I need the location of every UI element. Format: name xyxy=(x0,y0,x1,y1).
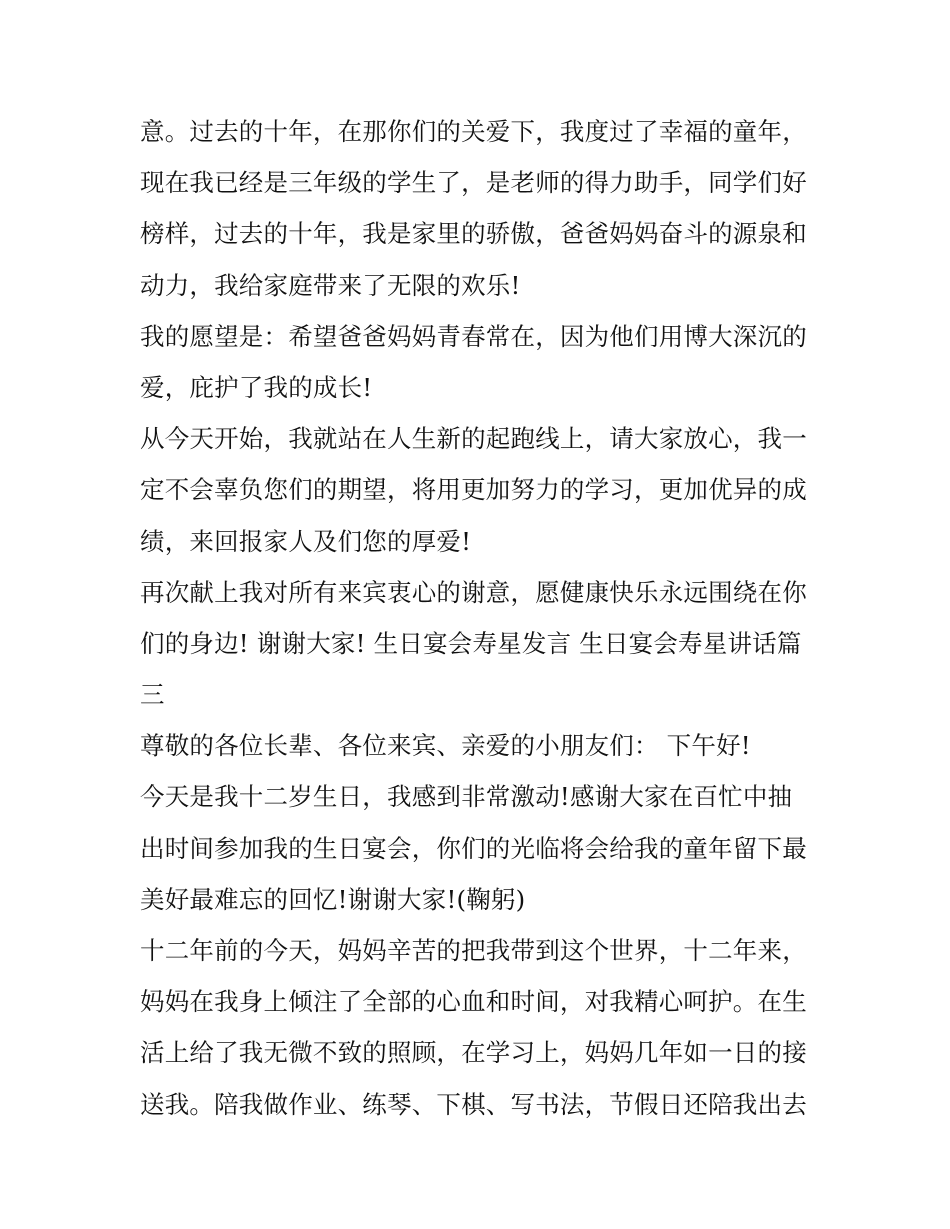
text-line: 定不会辜负您们的期望，将用更加努力的学习，更加优异的成 xyxy=(140,475,807,505)
text-line: 动力，我给家庭带来了无限的欢乐! xyxy=(140,270,521,300)
text-line: 榜样，过去的十年，我是家里的骄傲，爸爸妈妈奋斗的源泉和 xyxy=(140,219,807,249)
text-line: 绩，来回报家人及们您的厚爱! xyxy=(140,526,472,556)
text-line: 妈妈在我身上倾注了全部的心血和时间，对我精心呵护。在生 xyxy=(140,987,807,1017)
text-line: 现在我已经是三年级的学生了，是老师的得力助手，同学们好 xyxy=(140,168,807,198)
text-line: 出时间参加我的生日宴会，你们的光临将会给我的童年留下最 xyxy=(140,833,807,863)
text-line: 们的身边! 谢谢大家! 生日宴会寿星发言 生日宴会寿星讲话篇 xyxy=(140,628,802,658)
text-line: 我的愿望是：希望爸爸妈妈青春常在，因为他们用博大深沉的 xyxy=(140,321,807,351)
text-line: 送我。陪我做作业、练琴、下棋、写书法，节假日还陪我出去 xyxy=(140,1089,807,1119)
text-line: 十二年前的今天，妈妈辛苦的把我带到这个世界，十二年来， xyxy=(140,936,807,965)
text-line: 从今天开始，我就站在人生新的起跑线上，请大家放心，我一 xyxy=(140,424,807,454)
text-line: 今天是我十二岁生日，我感到非常激动!感谢大家在百忙中抽 xyxy=(140,782,793,812)
text-line: 再次献上我对所有来宾衷心的谢意，愿健康快乐永远围绕在你 xyxy=(140,577,807,607)
document-body xyxy=(140,106,820,1130)
text-line: 意。过去的十年，在那你们的关爱下，我度过了幸福的童年， xyxy=(140,117,807,146)
text-line: 美好最难忘的回忆!谢谢大家!(鞠躬) xyxy=(140,884,526,914)
text-line: 活上给了我无微不致的照顾，在学习上，妈妈几年如一日的接 xyxy=(140,1038,807,1068)
text-line: 尊敬的各位长辈、各位来宾、亲爱的小朋友们： 下午好! xyxy=(140,731,751,761)
text-line: 三 xyxy=(140,680,165,710)
text-line: 爱，庇护了我的成长! xyxy=(140,372,373,402)
